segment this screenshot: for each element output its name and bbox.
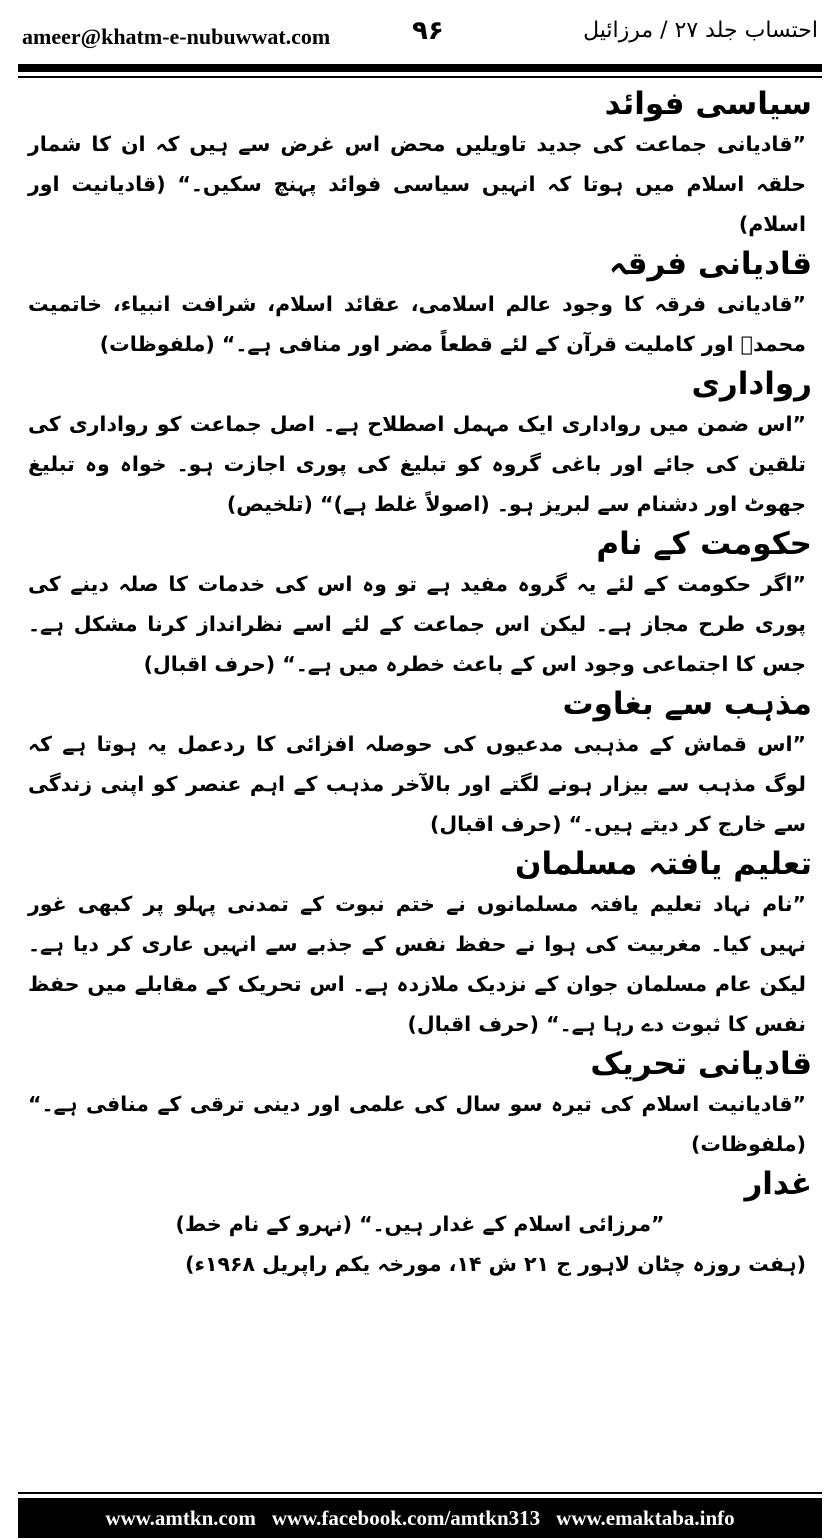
citation: (ہفت روزہ چٹان لاہور ج ۲۱ ش ۱۴، مورخہ یکم راپریل ۱۹۶۸ء) — [185, 1252, 806, 1276]
section-mazhab-se-baghawat — [28, 684, 812, 844]
footer-rule — [18, 1492, 822, 1494]
book-title: احتساب جلد ۲۷ / مرزائیل — [583, 18, 818, 43]
page-header — [22, 14, 818, 58]
page-number: ۹۶ — [412, 16, 444, 46]
section-hukumat-ke-naam — [28, 524, 812, 684]
section-ghaddar — [28, 1164, 812, 1244]
section-paragraph: ”قادیانی جماعت کی جدید تاویلیں محض اس غرض سے ہیں کہ ان کا شمار حلقہ اسلام میں ہوتا کہ انہیں سیاسی فوائد پہنچ سکیں۔“ (قادیانیت اور اسلام) — [28, 132, 806, 236]
section-rawadari — [28, 364, 812, 524]
section-paragraph: ”اس قماش کے مذہبی مدعیوں کی حوصلہ افزائی کا ردعمل یہ ہوتا ہے کہ لوگ مذہب سے بیزار ہونے لگتے اور بالآخر مذہب کے اہم عنصر کو اپنی زندگی سے خارج کر دیتے ہیں۔“ (حرف اقبال) — [28, 732, 806, 836]
section-heading: قادیانی فرقہ — [609, 246, 812, 282]
section-heading: رواداری — [691, 366, 812, 402]
page-content — [28, 84, 812, 1284]
section-paragraph: ”نام نہاد تعلیم یافتہ مسلمانوں نے ختم نبوت کے تمدنی پہلو پر کبھی غور نہیں کیا۔ مغربیت کی ہوا نے حفظ نفس کے جذبے سے انہیں عاری کر دیا ہے۔ لیکن عام مسلمان جوان کے نزدیک ملازدہ ہے۔ اس تحریک کے مقابلے میں حفظ نفس کا ثبوت دے رہا ہے۔“ (حرف اقبال) — [28, 892, 806, 1036]
header-rule-thick — [18, 64, 822, 72]
section-heading: حکومت کے نام — [596, 526, 812, 562]
section-heading: تعلیم یافتہ مسلمان — [514, 846, 812, 882]
section-paragraph: ”اس ضمن میں رواداری ایک مہمل اصطلاح ہے۔ اصل جماعت کو رواداری کی تلقین کی جائے اور باغی گروہ کو تبلیغ کی پوری اجازت ہو۔ خواہ وہ تبلیغ جھوٹ اور دشنام سے لبریز ہو۔ (اصولاً غلط ہے)“ (تلخیص) — [28, 412, 806, 516]
section-qadiani-firqa — [28, 244, 812, 364]
section-paragraph: ”مرزائی اسلام کے غدار ہیں۔“ (نہرو کے نام خط) — [175, 1212, 665, 1236]
header-email: ameer@khatm-e-nubuwwat.com — [22, 24, 331, 49]
section-siyasi-fawaid — [28, 84, 812, 244]
section-paragraph: ”قادیانیت اسلام کی تیرہ سو سال کی علمی اور دینی ترقی کے منافی ہے۔“ (ملفوظات) — [28, 1092, 806, 1156]
section-paragraph: ”قادیانی فرقہ کا وجود عالم اسلامی، عقائد اسلام، شرافت انبیاء، خاتمیت محمدؐ اور کاملیت قرآن کے لئے قطعاً مضر اور منافی ہے۔“ (ملفوظات) — [28, 292, 806, 356]
section-paragraph: ”اگر حکومت کے لئے یہ گروہ مفید ہے تو وہ اس کی خدمات کا صلہ دینے کی پوری طرح مجاز ہے۔ لیکن اس جماعت کے لئے اسے نظرانداز کرنا مشکل ہے۔ جس کا اجتماعی وجود اس کے باعث خطرہ میں ہے۔“ (حرف اقبال) — [28, 572, 806, 676]
footer-bar — [18, 1498, 822, 1538]
section-heading: قادیانی تحریک — [590, 1046, 812, 1082]
footer-link-emaktaba[interactable]: www.emaktaba.info — [556, 1506, 735, 1530]
section-taleem-yafta-musalman — [28, 844, 812, 1044]
footer-link-amtkn[interactable]: www.amtkn.com — [105, 1506, 256, 1530]
section-qadiani-tehreek — [28, 1044, 812, 1164]
section-heading: غدار — [744, 1166, 812, 1202]
footer-link-facebook[interactable]: www.facebook.com/amtkn313 — [271, 1506, 541, 1530]
section-heading: سیاسی فوائد — [604, 86, 812, 122]
section-heading: مذہب سے بغاوت — [562, 686, 812, 722]
header-rule-thin — [18, 76, 822, 78]
